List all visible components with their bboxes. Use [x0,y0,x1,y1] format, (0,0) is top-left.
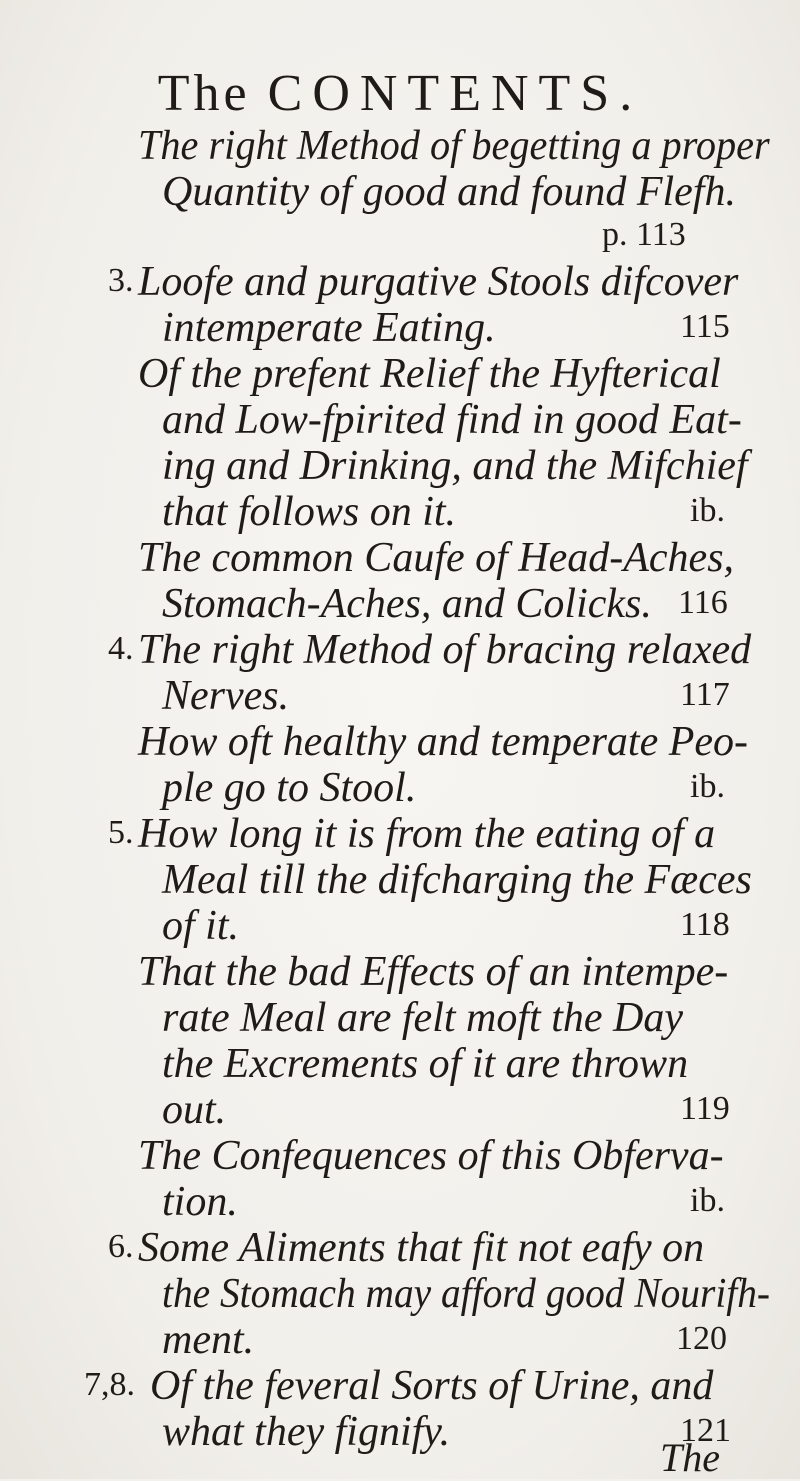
entry-4-line-1: Nerves. [162,673,290,719]
header-the: The [157,65,251,122]
entry-2-line-3: that follows on it. [162,489,457,535]
entry-9-line-0: Some Aliments that fit not eafy on [138,1225,705,1271]
entry-10-page: 121 [680,1412,731,1449]
header-contents: CONTENTS. [267,65,643,122]
entry-2-page: ib. [690,492,725,529]
entry-6-line-0: How long it is from the eating of a [138,811,716,857]
entry-0-page: p. 113 [602,216,686,253]
entry-4-line-0: The right Method of bracing relaxed [138,627,752,673]
entry-6-page: 118 [680,906,730,943]
entry-4-number: 4. [108,630,134,667]
entry-0-line-0: The right Method of begetting a proper [138,123,770,169]
entry-3-line-0: The common Caufe of Head-Aches, [138,535,735,581]
entry-10-line-1: what they fignify. [162,1409,451,1455]
entry-9-page: 120 [676,1320,727,1357]
entry-7-line-1: rate Meal are felt moft the Day [162,995,683,1041]
entry-1-number: 3. [108,262,134,299]
entry-6-line-2: of it. [162,903,240,949]
entry-8-line-0: The Confequences of this Obferva- [138,1133,724,1179]
entry-5-page: ib. [690,768,725,805]
entry-8-page: ib. [690,1182,725,1219]
entry-1-line-0: Loofe and purgative Stools difcover [138,259,739,305]
entry-2-line-0: Of the prefent Relief the Hyfterical [138,351,721,397]
entry-9-line-2: ment. [162,1317,255,1363]
entry-9-line-1: the Stomach may afford good Nourifh- [162,1271,771,1317]
entry-7-page: 119 [680,1090,730,1127]
entry-4-page: 117 [680,676,730,713]
entry-7-line-2: the Excrements of it are thrown [162,1041,689,1087]
entry-8-line-1: tion. [162,1179,238,1225]
entry-5-line-0: How oft healthy and temperate Peo- [138,719,749,765]
entry-3-line-1: Stomach-Aches, and Colicks. [162,581,652,627]
entry-6-line-1: Meal till the difcharging the Fæces [162,857,752,903]
entry-1-page: 115 [680,308,730,345]
entry-7-line-3: out. [162,1087,227,1133]
entry-10-line-0: Of the feveral Sorts of Urine, and [150,1363,714,1409]
entry-2-line-1: and Low-fpirited find in good Eat- [162,397,742,443]
entry-9-number: 6. [108,1228,134,1265]
entry-10-number: 7,8. [84,1366,135,1403]
entry-1-line-1: intemperate Eating. [162,305,496,351]
entry-7-line-0: That the bad Effects of an intempe- [138,949,729,995]
entry-6-number: 5. [108,814,134,851]
entry-0-line-1: Quantity of good and found Flefh. [162,169,736,215]
entry-3-page: 116 [678,584,728,621]
page-header [0,64,800,123]
catchword: The [660,1435,720,1480]
entry-5-line-1: ple go to Stool. [162,765,417,811]
entry-2-line-2: ing and Drinking, and the Mifchief [162,443,748,489]
